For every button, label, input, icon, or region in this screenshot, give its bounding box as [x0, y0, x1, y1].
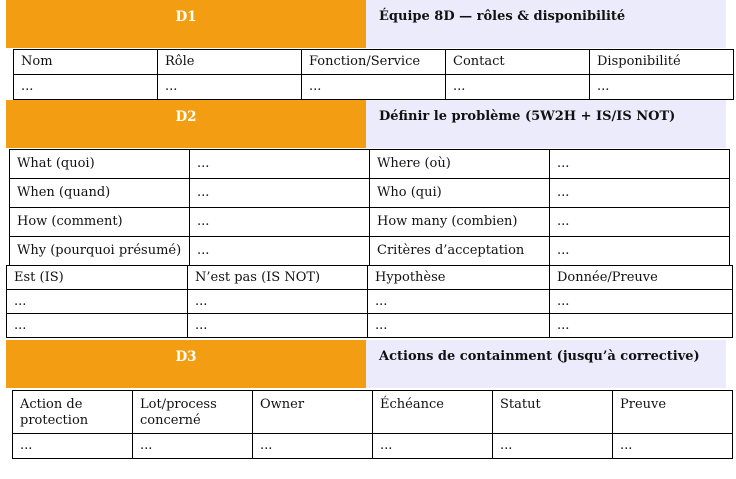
table-cell[interactable]: ... [368, 290, 550, 314]
table-row [10, 237, 730, 266]
d3-title: Actions de containment (jusqu’à corrective) [366, 340, 726, 388]
header-cell: Donnée/Preuve [550, 266, 733, 290]
table-row [7, 290, 733, 314]
header-cell: Hypothèse [368, 266, 550, 290]
table-cell[interactable]: ... [7, 314, 188, 338]
d2-is-isnot-table [6, 265, 733, 338]
table-row [10, 208, 730, 237]
table-row [14, 75, 734, 100]
table-row [10, 150, 730, 179]
d2-label: D2 [6, 100, 366, 148]
d1-label: D1 [6, 0, 366, 48]
header-cell: Statut [493, 391, 613, 434]
table-row [7, 314, 733, 338]
d3-containment-table [12, 390, 733, 459]
answer-cell[interactable]: ... [190, 150, 370, 179]
table-cell[interactable]: ... [373, 434, 493, 459]
table-cell[interactable]: ... [302, 75, 446, 100]
question-label: What (quoi) [10, 150, 190, 179]
table-row [10, 179, 730, 208]
question-label: Critères d’acceptation [370, 237, 550, 266]
d3-header-band [6, 340, 726, 388]
table-cell[interactable]: ... [253, 434, 373, 459]
question-label: How many (combien) [370, 208, 550, 237]
header-cell: Nom [14, 50, 158, 75]
table-header-row [13, 391, 733, 434]
table-cell[interactable]: ... [133, 434, 253, 459]
question-label: Where (où) [370, 150, 550, 179]
question-label: When (quand) [10, 179, 190, 208]
table-cell[interactable]: ... [613, 434, 733, 459]
d3-label: D3 [6, 340, 366, 388]
answer-cell[interactable]: ... [550, 208, 730, 237]
table-header-row [14, 50, 734, 75]
d2-header-band [6, 100, 726, 148]
d2-5w2h-table [9, 149, 730, 266]
d2-title: Définir le problème (5W2H + IS/IS NOT) [366, 100, 726, 148]
table-cell[interactable]: ... [368, 314, 550, 338]
answer-cell[interactable]: ... [190, 237, 370, 266]
answer-cell[interactable]: ... [190, 179, 370, 208]
question-label: Why (pourquoi présumé) [10, 237, 190, 266]
table-cell[interactable]: ... [446, 75, 590, 100]
answer-cell[interactable]: ... [550, 237, 730, 266]
table-cell[interactable]: ... [14, 75, 158, 100]
table-row [13, 434, 733, 459]
question-label: Who (qui) [370, 179, 550, 208]
table-cell[interactable]: ... [188, 314, 368, 338]
header-cell: Preuve [613, 391, 733, 434]
header-cell: Contact [446, 50, 590, 75]
header-cell: N’est pas (IS NOT) [188, 266, 368, 290]
header-cell: Fonction/Service [302, 50, 446, 75]
header-cell: Est (IS) [7, 266, 188, 290]
d1-title: Équipe 8D — rôles & disponibilité [366, 0, 726, 48]
d1-team-table [13, 49, 734, 100]
table-cell[interactable]: ... [590, 75, 734, 100]
table-cell[interactable]: ... [158, 75, 302, 100]
answer-cell[interactable]: ... [190, 208, 370, 237]
header-cell: Disponibilité [590, 50, 734, 75]
table-cell[interactable]: ... [7, 290, 188, 314]
header-cell: Échéance [373, 391, 493, 434]
header-cell: Action de protection [13, 391, 133, 434]
table-cell[interactable]: ... [493, 434, 613, 459]
answer-cell[interactable]: ... [550, 150, 730, 179]
header-cell: Owner [253, 391, 373, 434]
table-header-row [7, 266, 733, 290]
table-cell[interactable]: ... [188, 290, 368, 314]
table-cell[interactable]: ... [550, 290, 733, 314]
question-label: How (comment) [10, 208, 190, 237]
table-cell[interactable]: ... [13, 434, 133, 459]
d1-header-band [6, 0, 726, 48]
table-cell[interactable]: ... [550, 314, 733, 338]
header-cell: Lot/process concerné [133, 391, 253, 434]
answer-cell[interactable]: ... [550, 179, 730, 208]
header-cell: Rôle [158, 50, 302, 75]
